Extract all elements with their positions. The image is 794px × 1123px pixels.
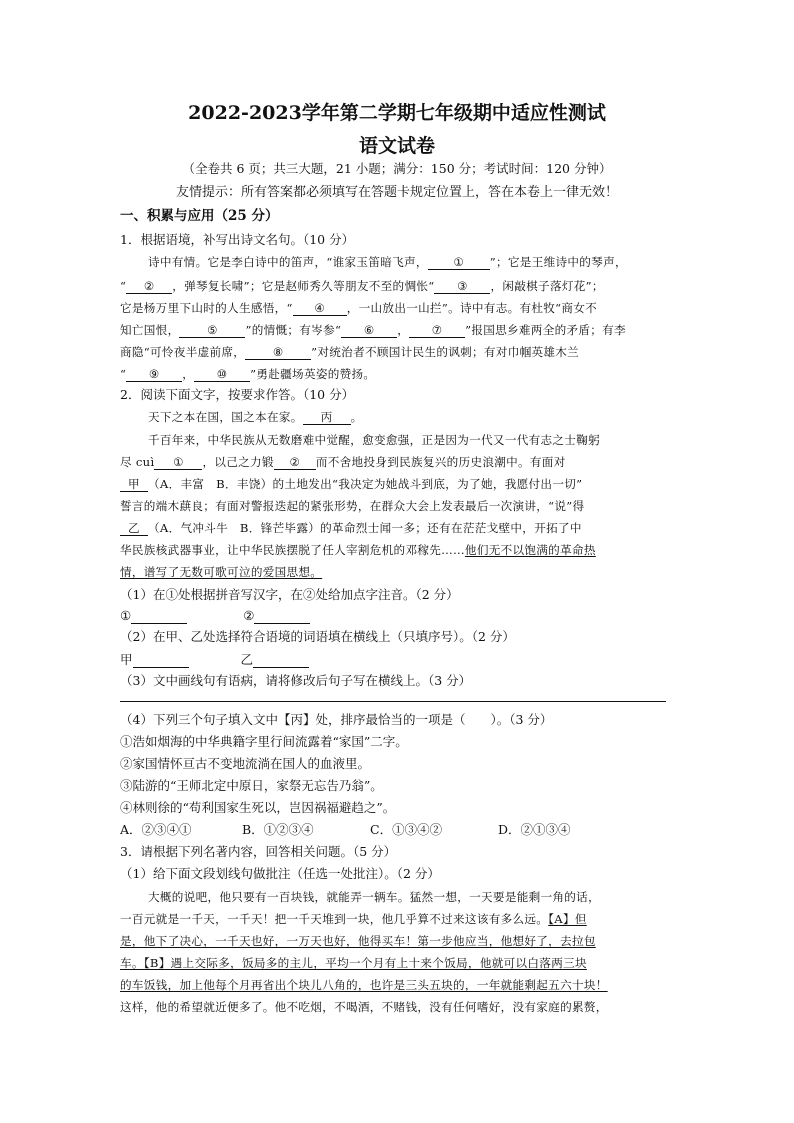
section-heading: 一、积累与应用（25 分） [120,208,279,224]
answer-blank-2[interactable] [254,609,310,624]
option-sentence: ②家国情怀亘古不变地流淌在国人的血液里。 [120,756,371,771]
q2-sub2: （2）在甲、乙处选择符合语境的词语填在横线上（只填序号）。（2 分） [120,629,515,644]
choice-row [120,821,680,839]
blank-2[interactable]: ② [126,279,172,294]
exam-tip: 友情提示：所有答案都必须填写在答题卡规定位置上，答在本卷上一律无效！ [175,185,618,200]
q2-passage-line: 乙 （A．气冲斗牛 B．锋芒毕露）的革命烈士闻一多；还有在茫茫戈壁中，开拓了中 [120,519,680,537]
blank-8[interactable]: ⑧ [245,345,311,360]
choice-c[interactable]: C．①③④② [370,822,443,837]
choice-b[interactable]: B．①②③④ [242,822,314,837]
q2-answer-row: 甲 乙 [120,651,680,669]
blank-3[interactable]: ③ [434,279,490,294]
choice-a[interactable]: A．②③④① [120,822,192,837]
blank-yi[interactable]: 乙 [120,521,148,536]
exam-title: 2022-2023学年第二学期七年级期中适应性测试 [188,102,606,124]
answer-blank-yi[interactable] [253,653,309,668]
q2-passage-line: 天下之本在国，国之本在家。 丙 。 [148,410,363,424]
q3-passage-line: 的车饭钱，加上他每个月再省出个块儿八角的，也许是三头五块的，一年就能剩起五六十块！ [120,978,608,992]
q3-stem: 3．请根据下列名著内容，回答相关问题。（5 分） [120,844,397,859]
q3-passage-line: 大概的说吧，他只要有一百块钱，就能弄一辆车。猛然一想，一天要是能剩一角的话， [148,890,600,904]
option-sentence: ①浩如烟海的中华典籍字里行间流露着“家国”二字。 [120,734,408,749]
q2-sub4: （4）下列三个句子填入文中【丙】处，排序最恰当的一项是（ ）。（3 分） [120,712,553,727]
blank-1[interactable]: ① [428,255,490,270]
blank-10[interactable]: ⑩ [194,367,250,382]
option-sentence: ③陆游的“王师北定中原日，家祭无忘告乃翁”。 [120,778,383,793]
q3-passage-line: 一百元就是一千天，一千天！把一千天堆到一块，他几乎算不过来这该有多么远。【A】但 [120,912,587,926]
q3-passage-line: 车。【B】遇上交际多，饭局多的主儿，平均一个月有上十来个饭局，他就可以白落两三块 [120,956,587,970]
answer-blank-jia[interactable] [133,653,189,668]
q1-line: “ ⑨ ， ⑩ ”勇赴疆场英姿的赞扬。 [120,367,376,381]
q2-passage-line: 华民族核武器事业，让中华民族摆脱了任人宰割危机的邓稼先……他们无不以饱满的革命热 [120,543,596,557]
blank-4[interactable]: ④ [293,301,347,316]
answer-blank-1[interactable] [131,609,187,624]
q2-passage-line: 甲 （A．丰富 B．丰饶）的土地发出“我决定为她战斗到底，为了她，我愿付出一切” [120,475,680,493]
q2-stem: 2．阅读下面文字，按要求作答。（10 分） [120,387,355,402]
choice-d[interactable]: D．②①③④ [498,822,571,837]
q1-stem: 1．根据语境，补写出诗文名句。（10 分） [120,232,355,247]
exam-subtitle: 语文试卷 [358,135,435,157]
annotation-a: 【A】但 [548,912,587,926]
underlined-sentence: 他们无不以饱满的革命热 [464,543,596,557]
q2-passage-line: 尽 cuì ① ，以己之力锻 ② 而不舍地投身到民族复兴的历史浪潮中。有面对 [120,455,566,469]
option-sentence: ④林则徐的“苟利国家生死以，岂因祸福避趋之”。 [120,800,396,815]
q2-passage-line [120,563,680,581]
blank-jia[interactable]: 甲 [120,477,148,492]
q3-sub1: （1）给下面文段划线句做批注（任选一处批注）。（2 分） [120,866,440,881]
q3-passage-line: 这样，他的希望就近便多了。他不吃烟，不喝酒，不赌钱，没有任何嗜好，没有家庭的累赘， [120,1000,608,1014]
q1-line: 商隐“可怜夜半虚前席， ⑧ ”对统治者不顾国计民生的讽刺；有对巾帼英雄木兰 [120,345,580,359]
q1-line: 知亡国恨， ⑤ ”的情慨；有岑参“ ⑥ ， ⑦ ”报国思乡难两全的矛盾；有李 [120,323,626,337]
answer-line[interactable] [120,701,666,702]
q2-sub3: （3）文中画线句有语病，请将修改后句子写在横线上。（3 分） [120,673,472,688]
q2-passage-line: 千百年来，中华民族从无数磨难中觉醒，愈变愈强，正是因为一代又一代有志之士鞠躬 [148,433,600,447]
q2-answer-row: ① ② [120,607,680,625]
underlined-sentence: 情，谱写了无数可歌可泣的爱国思想。 [120,565,323,579]
blank-cui[interactable]: ① [154,455,202,470]
q3-passage-line: 是，他下了决心，一千天也好，一万天也好，他得买车！第一步他应当，他想好了，去拉包 [120,934,596,948]
blank-7[interactable]: ⑦ [409,323,465,338]
q2-sub1: （1）在①处根据拼音写汉字，在②处给加点字注音。（2 分） [120,587,459,602]
q2-passage-line: 誓言的端木蕻良；有面对警报迭起的紧张形势，在群众大会上发表最后一次演讲，“说”得 [120,499,585,513]
blank-9[interactable]: ⑨ [126,367,182,382]
blank-6[interactable]: ⑥ [341,323,397,338]
exam-info: （全卷共 6 页；共三大题，21 小题；满分：150 分；考试时间：120 分钟） [182,161,612,176]
q1-line: 它是杨万里下山时的人生感悟，“ ④ ，一山放出一山拦”。诗中有志。有杜牧“商女不 [120,301,598,315]
blank-bing[interactable]: 丙 [303,410,351,425]
q1-line: “ ② ，弹琴复长啸”；它是赵师秀久等朋友不至的惆怅“ ③ ，闲敲棋子落灯花”； [120,279,604,293]
q1-line: 诗中有情。它是李白诗中的笛声，“谁家玉笛暗飞声， ① ”；它是王维诗中的琴声， [148,255,627,269]
blank-5[interactable]: ⑤ [179,323,245,338]
blank-dotted-char[interactable]: ② [274,455,316,470]
